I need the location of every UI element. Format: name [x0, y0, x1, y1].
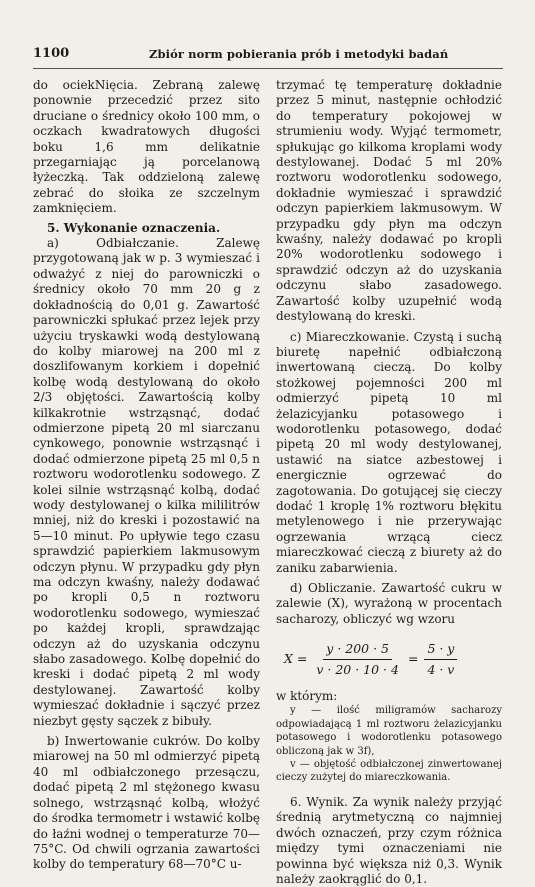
- left-column: [33, 78, 260, 873]
- paragraph-result: 6. Wynik. Za wynik należy przyjąć średnią arytmetyczną co najmniej dwóch oznaczeń, przy czym różnica między tymi oznaczeniami nie powinna być większa niż 0,3. Wynik należy zaokrąglić do 0,1.: [276, 794, 502, 886]
- paragraph-deproteinization: a) Odbiałczanie. Zalewę przygotowaną jak w p. 3 wymieszać i odważyć z niej do parowniczki o średnicy około 70 mm 20 g z dokładnością do 0,01 g. Zawartość parowniczki spłukać przez lejek przy użyciu tryskawki wodą destylowaną do kolby miarowej na 200 ml z doszlifowanym korkiem i dopełnić kolbę wodą destylowaną do około 2/3 objętości. Zawartością kolby kilkakrotnie wstrząsnąć, dodać odmierzone pipetą 20 ml siarczanu cynkowego, ponownie wstrząsnąć i dodać odmierzone pipetą 25 ml 0,5 n roztworu wodorotlenku sodowego. Z kolei silnie wstrząsnąć kolbą, dodać wody destylowanej o kilka mililitrów mniej, niż do kreski i pozostawić na 5—10 minut. Po upływie tego czasu sprawdzić papierkiem lakmusowym odczyn płynu. W przypadku gdy płyn ma odczyn kwaśny, należy dodawać po kropli 0,5 n roztworu wodorotlenku sodowego, wymieszać po każdej kropli, sprawdzając odczyn aż do uzyskania odczynu słabo zasadowego. Kolbę dopełnić do kreski i dodać pipetą 2 ml wody destylowanej. Zawartość kolby wymieszać dokładnie i sączyć przez niezbyt gęsty sączek z bibuły.: [33, 236, 260, 728]
- paragraph-inversion: b) Inwertowanie cukrów. Do kolby miarowej na 50 ml odmierzyć pipetą 40 ml odbiałczonego przesączu, dodać pipetą 2 ml stężonego kwasu solnego, wstrząsnąć kolbą, włożyć do środka termometr i wstawić kolbę do łaźni wodnej o temperaturze 70—75°C. Od chwili ogrzania zawartości kolby do temperatury 68—70°C u-: [33, 734, 260, 872]
- paragraph-inversion-cont: trzymać tę temperaturę dokładnie przez 5 minut, następnie ochłodzić do temperatury pokojowej w strumieniu wody. Wyjąć termometr, spłukując go kilkoma kroplami wody destylowanej. Dodać 5 ml 20% roztworu wodorotlenku sodowego, dokładnie wymieszać i sprawdzić odczyn papierkiem lakmusowym. W przypadku gdy płyn ma odczyn kwaśny, należy dodawać po kropli 20% wodorotlenku sodowego i sprawdzić odczyn aż do uzyskania odczynu słabo zasadowego. Zawartość kolby uzupełnić wodą destylowaną do kreski.: [276, 78, 502, 324]
- paragraph-titration: c) Miareczkowanie. Czystą i suchą biuretę napełnić odbiałczoną inwertowaną cieczą. Do kolby stożkowej pojemności 200 ml odmierzyć pipetą 10 ml żelazicyjanku potasowego i wodorotlenku potasowego, dodać pipetą 20 ml wody destylowanej, ustawić na siatce azbestowej i energicznie ogrzewać do zagotowania. Do gotującej się cieczy dodać 1 kroplę 1% roztworu błękitu metylenowego i nie przerywając ogrzewania wrzącą ciecz miareczkować cieczą z biurety aż do zaniku zabarwienia.: [276, 329, 502, 575]
- formula-denominator-1: v · 20 · 10 · 4: [316, 661, 399, 677]
- page-number: 1100: [33, 46, 70, 61]
- sugar-formula: [276, 641, 502, 677]
- header-rule: [33, 68, 503, 69]
- definition-y: y — ilość miligramów sacharozy odpowiadającą 1 ml roztworu żelazicyjanku potasowego i wodorotlenku potasowego obliczoną jak w 3f),: [276, 705, 502, 757]
- formula-fraction-1: [313, 641, 402, 677]
- formula-numerator-1: y · 200 · 5: [323, 641, 392, 659]
- definition-v: v — objętość odbiałczonej zinwertowanej cieczy zużytej do miareczkowania.: [276, 759, 502, 784]
- section-heading-5: 5. Wykonanie oznaczenia.: [47, 220, 221, 235]
- page-header: [33, 46, 503, 64]
- formula-fraction-2: [424, 641, 457, 677]
- paragraph-calculation: d) Obliczanie. Zawartość cukru w zalewie (X), wyrażoną w procentach sacharozy, obliczyć wg wzoru: [276, 581, 502, 626]
- formula-lhs: X =: [284, 651, 308, 667]
- where-label: w którym:: [276, 689, 338, 704]
- right-column: [276, 78, 502, 887]
- formula-numerator-2: 5 · y: [424, 641, 457, 659]
- formula-equals: =: [407, 651, 419, 667]
- running-title: Zbiór norm pobierania prób i metodyki badań: [149, 47, 449, 61]
- formula-denominator-2: 4 · v: [427, 661, 455, 677]
- paragraph-draining: do ociekNięcia. Zebraną zalewę ponownie przecedzić przez sito druciane o średnicy około 100 mm, o oczkach kwadratowych długości boku 1,6 mm delikatnie przegarniając ją porcelanową łyżeczką. Tak oddzieloną zalewę zebrać do słoika ze szczelnym zamknięciem.: [33, 78, 260, 216]
- variable-definitions: [276, 704, 502, 784]
